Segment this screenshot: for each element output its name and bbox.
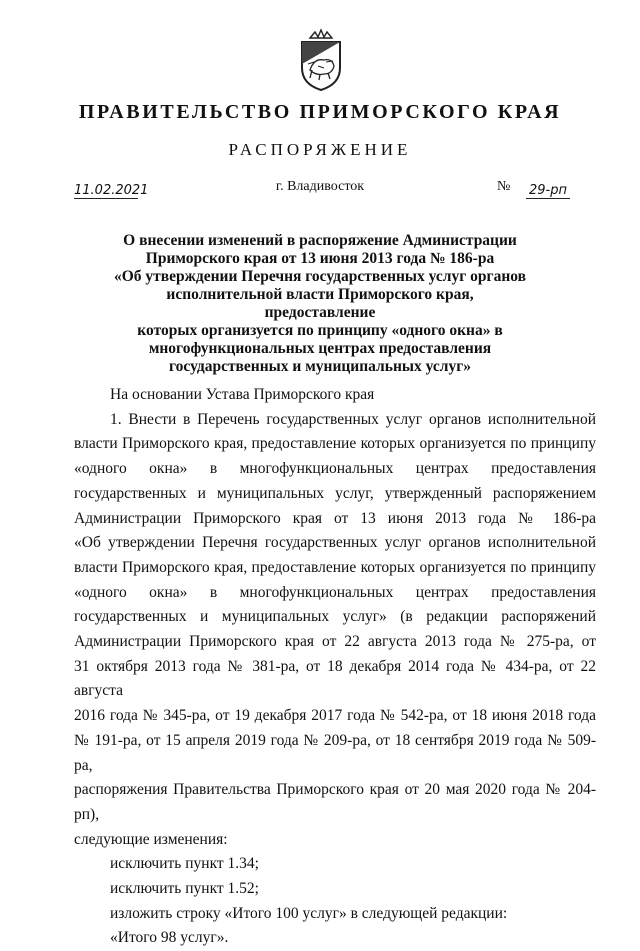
document-date: 11.02.2021 (74, 183, 149, 198)
title-line: «Об утверждении Перечня государственных услуг органов (113, 268, 526, 285)
item-1-line: № 191-ра, от 15 апреля 2019 года № 209-ра, от 18 сентября 2019 года № 509-ра, (74, 731, 596, 774)
document-number: 29-рп (526, 184, 570, 199)
item-1-line: 31 октября 2013 года № 381-ра, от 18 декабря 2014 года № 434-ра, от 22 августа (74, 657, 596, 700)
title-line: Приморского края от 13 июня 2013 года № 186-ра (145, 250, 495, 267)
item-1-line: власти Приморского края, предоставление которых организуется по принципу (74, 558, 596, 576)
item-1-line: Администрации Приморского края от 22 августа 2013 года № 275-ра, от (74, 633, 596, 651)
document-city: г. Владивосток (275, 179, 365, 194)
title-line: исполнительной власти Приморского края, предоставление (166, 286, 474, 321)
item-1-paragraph (74, 408, 596, 853)
item-1-line: следующие изменения: (74, 830, 228, 848)
restate-total-line: изложить строку «Итого 100 услуг» в следующей редакции: (110, 904, 508, 922)
basis-paragraph: На основании Устава Приморского края (110, 386, 375, 403)
item-1-line: Администрации Приморского края от 13 июня 2013 года № 186-ра (74, 509, 596, 527)
item-1-line: «Об утверждении Перечня государственных услуг органов исполнительной (74, 534, 596, 552)
document-body (74, 383, 596, 951)
exclude-item-1-52: исключить пункт 1.52; (110, 880, 259, 898)
exclude-item-1-34: исключить пункт 1.34; (110, 855, 259, 873)
title-line: государственных и муниципальных услуг» (169, 358, 471, 375)
title-line: которых организуется по принципу «одного окна» в (137, 322, 503, 339)
item-1-line: 1. Внести в Перечень государственных услуг органов исполнительной (110, 410, 596, 428)
document-title (110, 232, 530, 376)
coat-of-arms-icon (296, 28, 346, 92)
item-1-line: государственных и муниципальных услуг» (в редакции распоряжений (74, 608, 596, 626)
number-sign: № (497, 179, 511, 194)
title-line: многофункциональных центрах предоставления (148, 340, 492, 357)
item-1-line: 2016 года № 345-ра, от 19 декабря 2017 года № 542-ра, от 18 июня 2018 года (74, 707, 596, 725)
item-1-line: распоряжения Правительства Приморского края от 20 мая 2020 года № 204-рп), (74, 781, 596, 823)
item-1-line: «одного окна» в многофункциональных центрах предоставления (74, 583, 596, 601)
item-1-line: власти Приморского края, предоставление которых организуется по принципу (74, 435, 596, 453)
document-type: РАСПОРЯЖЕНИЕ (228, 140, 412, 159)
item-1-line: государственных и муниципальных услуг, утвержденный распоряжением (74, 484, 596, 502)
organization-title: ПРАВИТЕЛЬСТВО ПРИМОРСКОГО КРАЯ (78, 101, 562, 123)
title-line: О внесении изменений в распоряжение Администрации (123, 232, 517, 249)
new-total-line: «Итого 98 услуг». (110, 929, 229, 947)
item-1-line: «одного окна» в многофункциональных центрах предоставления (74, 460, 596, 478)
